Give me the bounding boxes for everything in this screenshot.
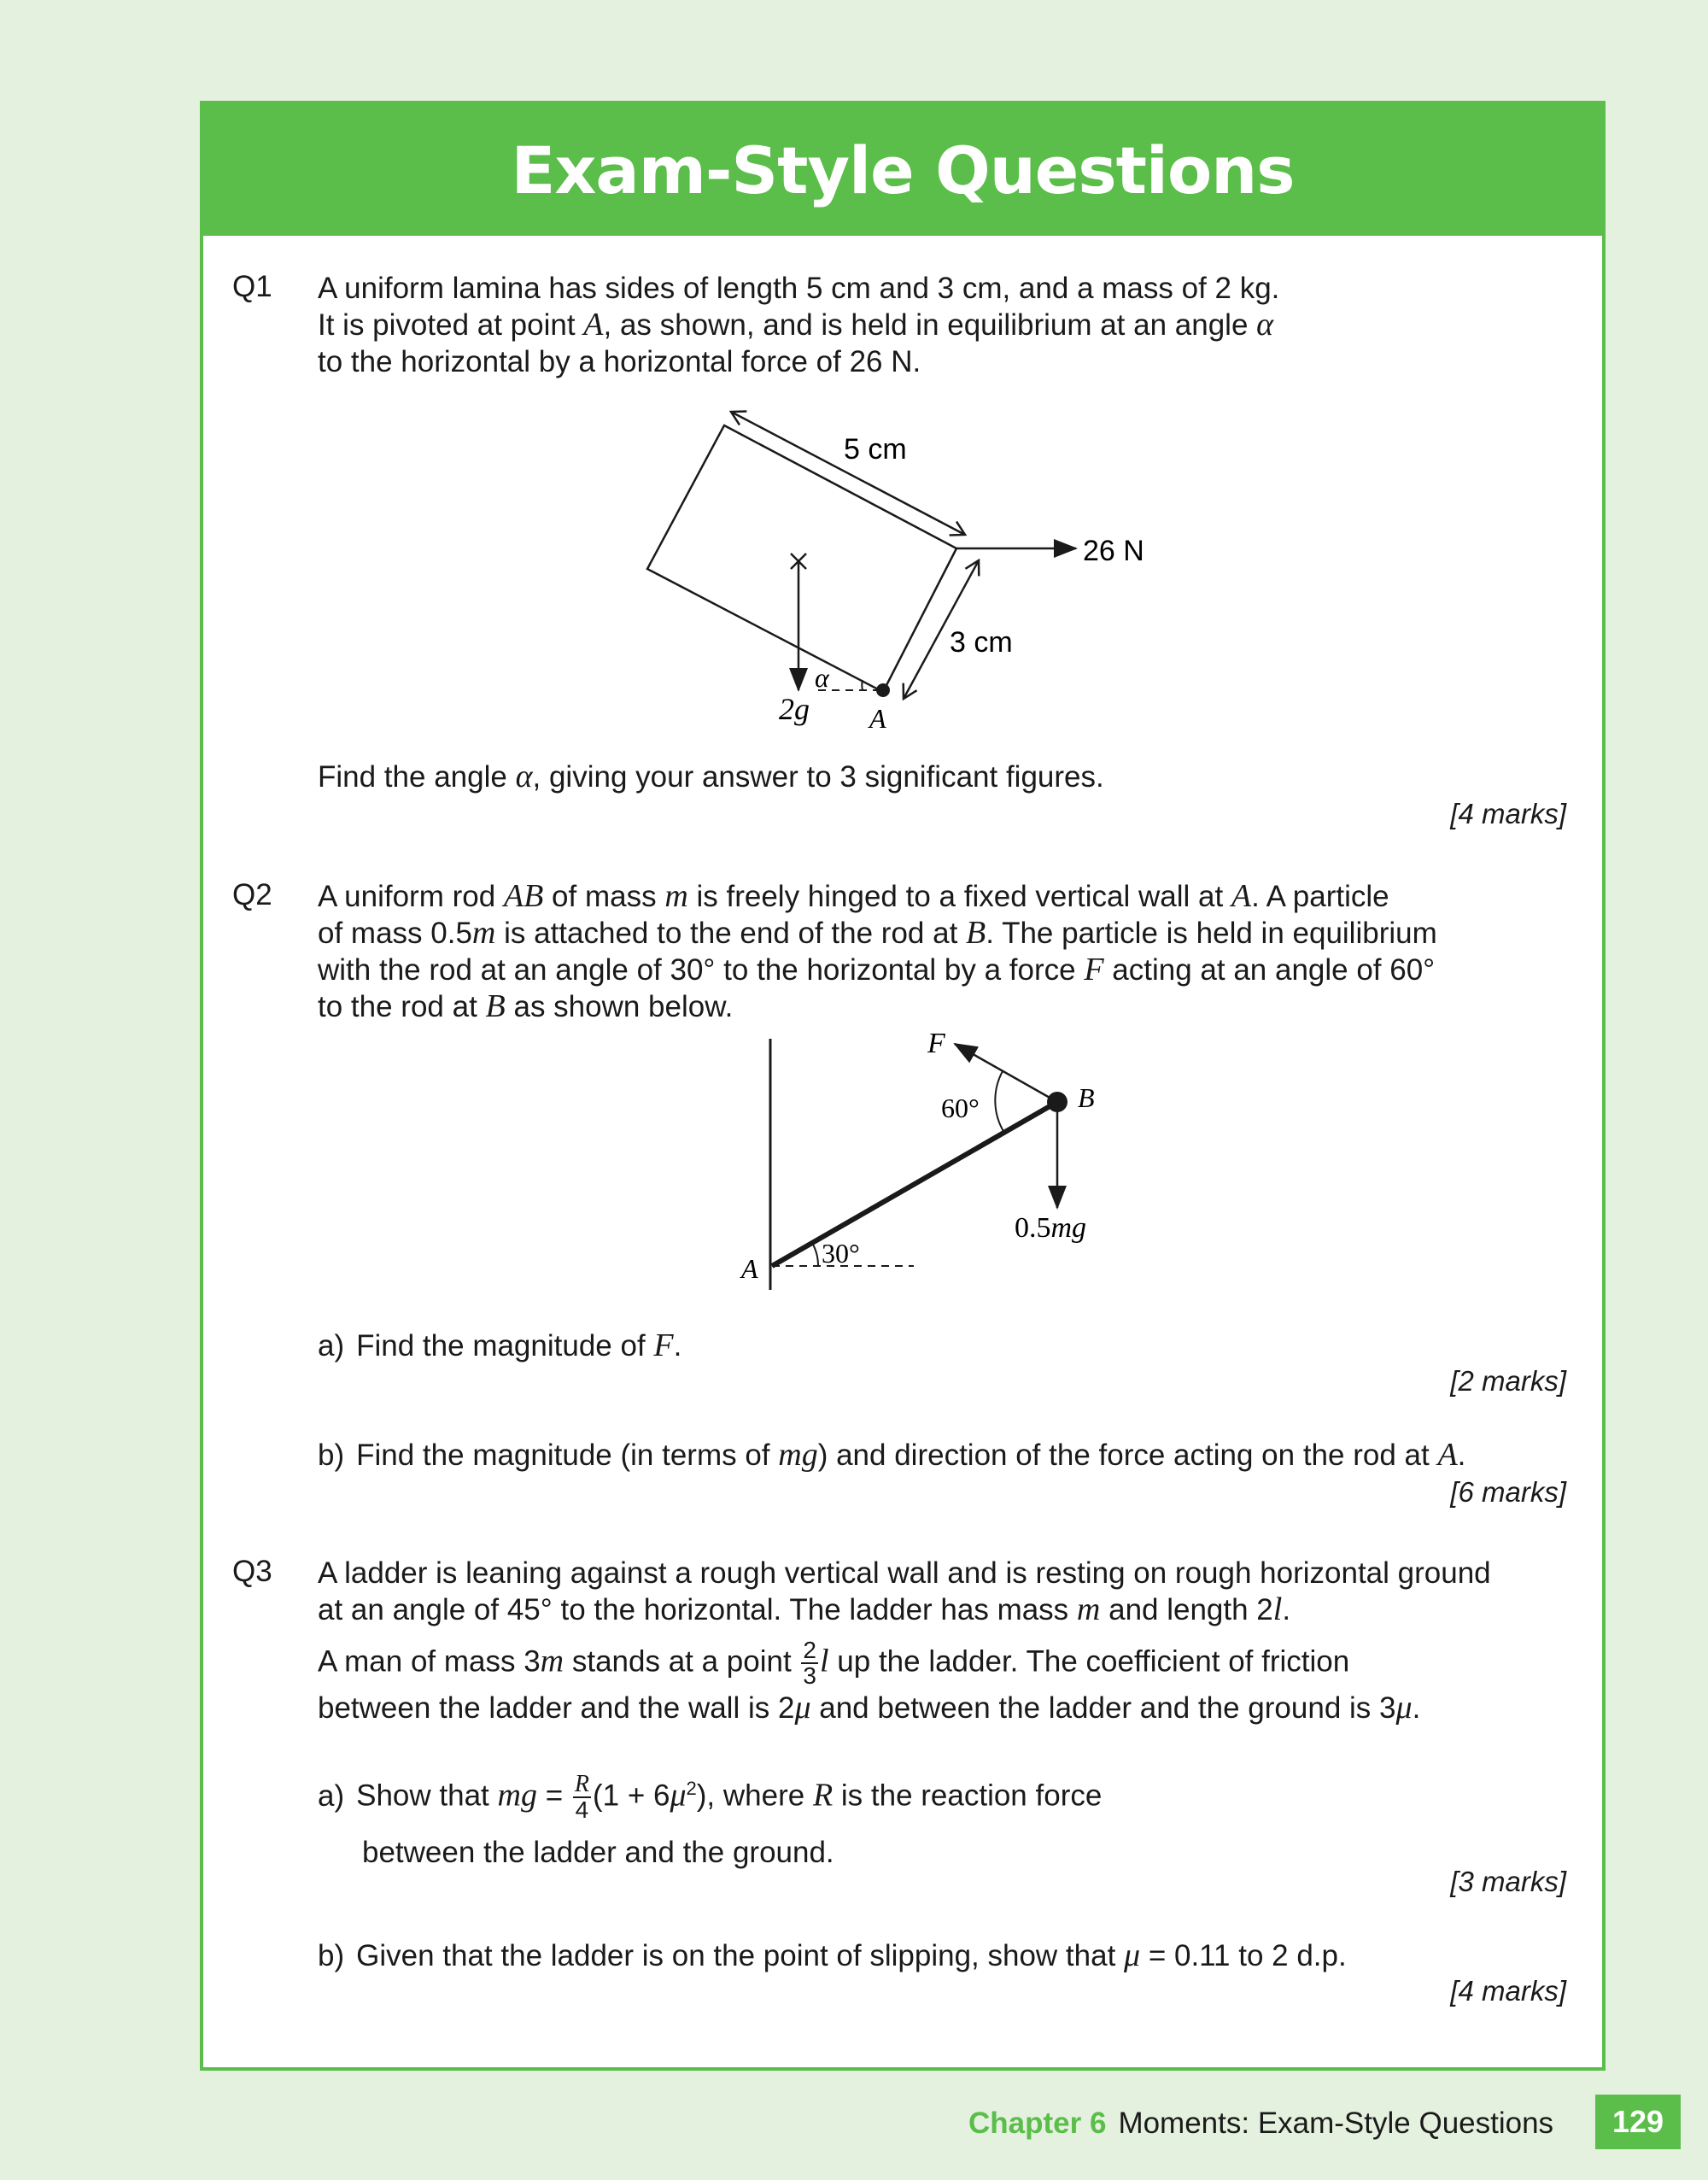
q3-text — [318, 1555, 1491, 1628]
q1-line2: It is pivoted at point A, as shown, and is held in equilibrium at an angle α — [318, 307, 1274, 343]
q3a-text: a) Show that mg = $\frac{R}{4}$ $(1 + 6\mu^2)$, where R is the reaction force between the ladder and the ground. — [318, 1771, 1103, 1870]
q2a-marks: [2 marks] — [1450, 1365, 1566, 1397]
q1-diagram — [0, 0, 1708, 769]
q1-find: Find the angle α, giving your answer to 3 significant figures. — [318, 759, 1104, 794]
label-5cm: 5 cm — [844, 433, 907, 466]
pivot-point — [876, 683, 890, 697]
q1-marks: [4 marks] — [1450, 798, 1566, 829]
label-a: A — [741, 1253, 758, 1284]
label-f: F — [927, 1028, 945, 1059]
q3a-marks: [3 marks] — [1450, 1866, 1566, 1897]
q2b-text: b) Find the magnitude (in terms of mg) and direction of the force acting on the rod at A. — [318, 1437, 1466, 1473]
q3-line1: A ladder is leaning against a rough vertical wall and is resting on rough horizontal ground — [318, 1556, 1491, 1590]
q1-number: Q1 — [232, 270, 272, 303]
label-weight-b: 0.5mg — [1015, 1212, 1087, 1244]
q3-line4: between the ladder and the wall is 2μ and between the ladder and the ground is 3μ. — [318, 1690, 1421, 1726]
q3-number: Q3 — [232, 1555, 272, 1588]
q2-line3: with the rod at an angle of 30° to the horizontal by a force F acting at an angle of 60° — [318, 952, 1436, 987]
q3-line3: A man of mass 3m stands at a point $\frac{2}{3}$ l up the ladder. The coefficient of friction — [318, 1637, 1350, 1689]
q2-line1: A uniform rod AB of mass m is freely hinged to a fixed vertical wall at A. A particle — [318, 878, 1389, 914]
label-alpha: α — [815, 662, 829, 693]
footer-chapter-number: Chapter 6 — [968, 2107, 1107, 2140]
page-title: Exam-Style Questions — [511, 132, 1295, 208]
q2a-text: a) Find the magnitude of F. — [318, 1327, 682, 1363]
q2-diagram — [0, 1008, 1708, 1316]
q3-text-2 — [318, 1638, 1420, 1726]
label-3cm: 3 cm — [950, 626, 1013, 659]
label-60deg: 60° — [941, 1093, 980, 1123]
q1-line3: to the horizontal by a horizontal force of 26 N. — [318, 345, 921, 378]
label-b: B — [1078, 1082, 1095, 1113]
page-number: 129 — [1595, 2095, 1681, 2149]
label-2g: 2g — [779, 692, 810, 726]
q2-text — [318, 878, 1437, 1025]
label-pivot-a: A — [869, 703, 886, 734]
footer-chapter-title: Moments: Exam-Style Questions — [1118, 2107, 1554, 2140]
particle-b — [1047, 1092, 1068, 1112]
q2-line4: to the rod at B as shown below. — [318, 988, 734, 1024]
q2b-marks: [6 marks] — [1450, 1476, 1566, 1508]
q2-number: Q2 — [232, 878, 272, 911]
dim-5cm-arrow — [731, 412, 965, 535]
label-26n: 26 N — [1083, 535, 1144, 567]
q3b-text: b) Given that the ladder is on the point of slipping, show that μ = 0.11 to 2 d.p. — [318, 1937, 1347, 1973]
q2-line2: of mass 0.5m is attached to the end of the rod at B. The particle is held in equilibrium — [318, 915, 1437, 951]
q3b-marks: [4 marks] — [1450, 1975, 1566, 2007]
q3-line2: at an angle of 45° to the horizontal. The ladder has mass m and length 2l. — [318, 1591, 1291, 1627]
footer-chapter — [968, 2107, 1553, 2141]
label-30deg: 30° — [822, 1238, 860, 1269]
q1-line1: A uniform lamina has sides of length 5 cm and 3 cm, and a mass of 2 kg. — [318, 272, 1280, 305]
